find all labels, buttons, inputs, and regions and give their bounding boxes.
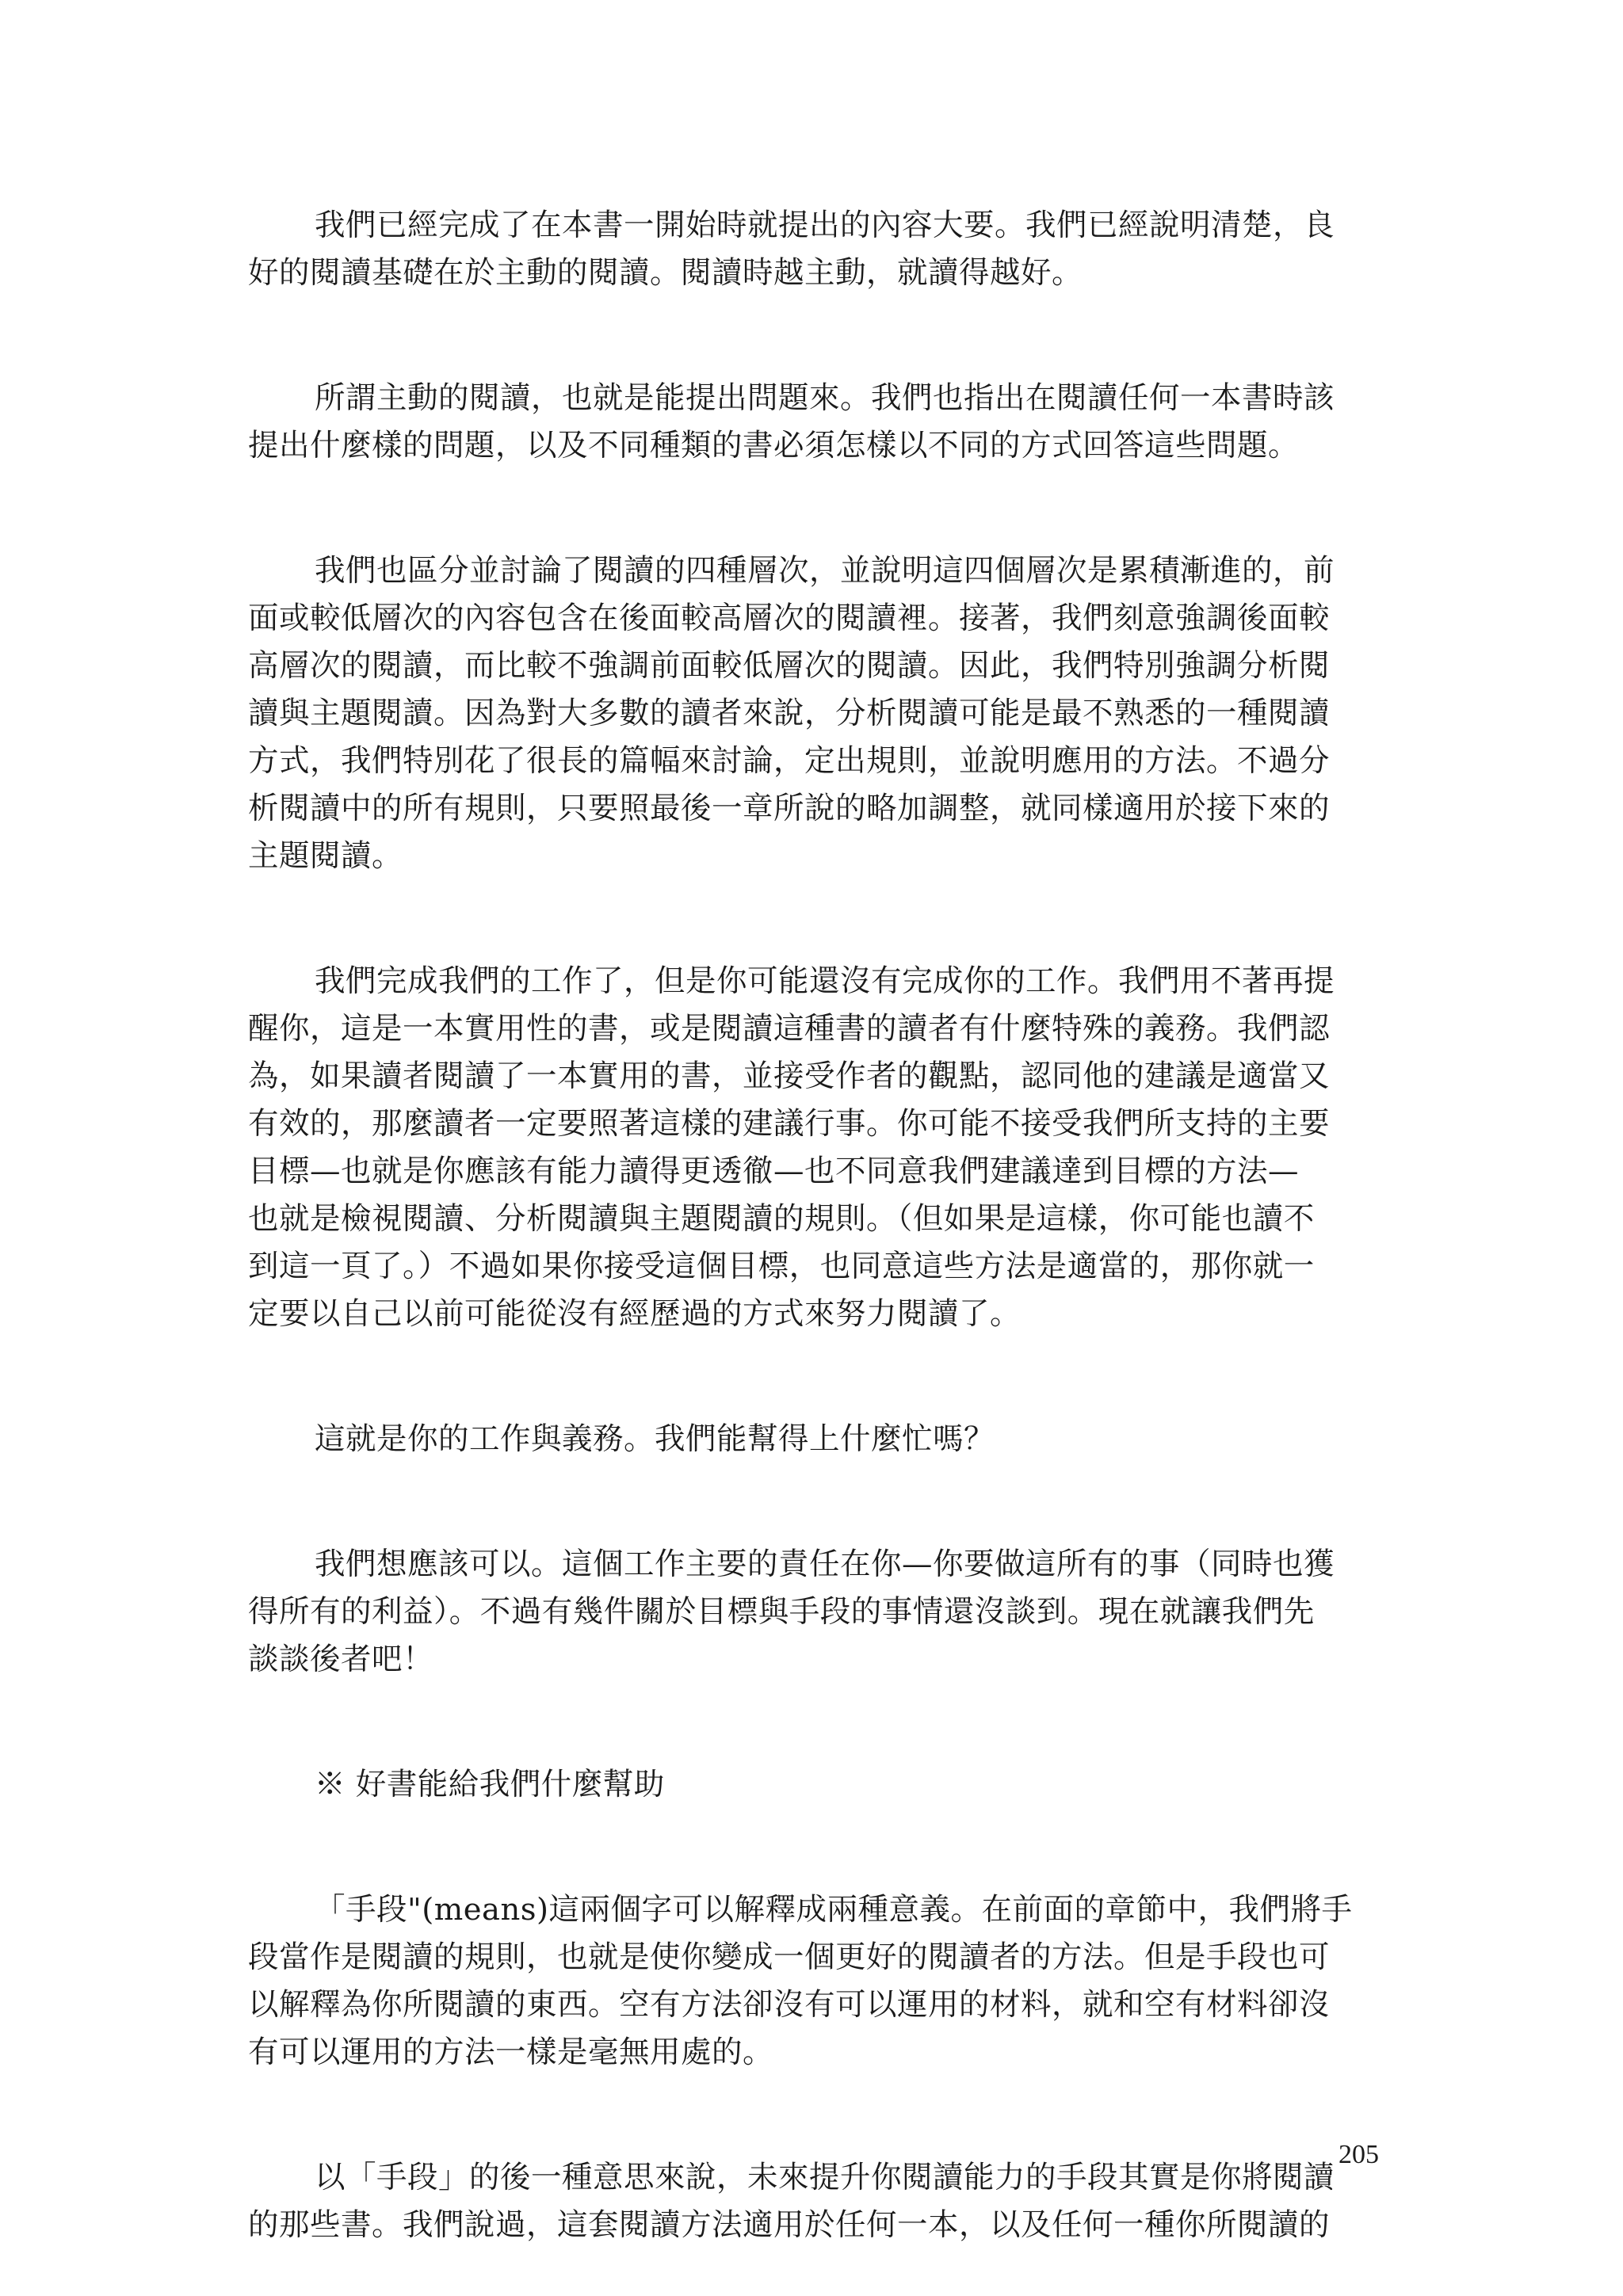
paragraph [248, 1416, 1379, 1463]
paragraph [248, 1541, 1379, 1684]
paragraph-line: 有效的，那麼讀者一定要照著這樣的建議行事。你可能不接受我們所支持的主要 [248, 1106, 1331, 1142]
paragraph-line: 目標—也就是你應該有能力讀得更透徹—也不同意我們建議達到目標的方法— [248, 1154, 1300, 1189]
paragraph-line: 提出什麼樣的問題，以及不同種類的書必須怎樣以不同的方式回答這些問題。 [248, 428, 1300, 463]
paragraph-line: 「手段"(means)這兩個字可以解釋成兩種意義。在前面的章節中，我們將手 [315, 1892, 1353, 1928]
paragraph [248, 202, 1379, 297]
paragraph-line: 的那些書。我們說過，這套閱讀方法適用於任何一本，以及任何一種你所閱讀的 [248, 2207, 1331, 2243]
paragraph-line: 讀與主題閱讀。因為對大多數的讀者來說，分析閱讀可能是最不熟悉的一種閱讀 [248, 696, 1331, 731]
paragraph-line: 好的閱讀基礎在於主動的閱讀。閱讀時越主動，就讀得越好。 [248, 255, 1083, 291]
paragraph-line: 到這一頁了。）不過如果你接受這個目標，也同意這些方法是適當的，那你就一 [248, 1249, 1315, 1284]
page-body [248, 202, 1379, 2296]
paragraph [248, 1886, 1379, 2077]
paragraph [248, 958, 1379, 1338]
paragraph-line: 我們想應該可以。這個工作主要的責任在你—你要做這所有的事（同時也獲 [315, 1547, 1335, 1582]
paragraph-line: 高層次的閱讀，而比較不強調前面較低層次的閱讀。因此，我們特別強調分析閱 [248, 648, 1331, 684]
paragraph-line: 我們也區分並討論了閱讀的四種層次，並說明這四個層次是累積漸進的，前 [315, 553, 1335, 589]
paragraph-line: 這就是你的工作與義務。我們能幫得上什麼忙嗎？ [315, 1421, 995, 1457]
paragraph-line: 所謂主動的閱讀，也就是能提出問題來。我們也指出在閱讀任何一本書時該 [315, 380, 1335, 416]
paragraph-line: 以解釋為你所閱讀的東西。空有方法卻沒有可以運用的材料，就和空有材料卻沒 [248, 1987, 1331, 2023]
paragraph-line: 主題閱讀。 [248, 838, 403, 874]
paragraph-line: 為，如果讀者閱讀了一本實用的書，並接受作者的觀點，認同他的建議是適當又 [248, 1058, 1331, 1094]
paragraph-line: 以「手段」的後一種意思來說，未來提升你閱讀能力的手段其實是你將閱讀 [315, 2160, 1335, 2195]
heading-text: ※ 好書能給我們什麼幫助 [315, 1767, 665, 1802]
paragraph-line: 談談後者吧！ [248, 1642, 434, 1677]
paragraph [248, 547, 1379, 880]
paragraph-line: 得所有的利益）。不過有幾件關於目標與手段的事情還沒談到。現在就讓我們先 [248, 1594, 1315, 1630]
paragraph-line: 也就是檢視閱讀、分析閱讀與主題閱讀的規則。（但如果是這樣，你可能也讀不 [248, 1201, 1315, 1237]
paragraph-line: 我們完成我們的工作了，但是你可能還沒有完成你的工作。我們用不著再提 [315, 963, 1335, 999]
paragraph-line: 定要以自己以前可能從沒有經歷過的方式來努力閱讀了。 [248, 1296, 1022, 1332]
paragraph [248, 375, 1379, 470]
paragraph-line: 面或較低層次的內容包含在後面較高層次的閱讀裡。接著，我們刻意強調後面較 [248, 601, 1331, 636]
paragraph [248, 2154, 1379, 2249]
paragraph-line: 醒你，這是一本實用性的書，或是閱讀這種書的讀者有什麼特殊的義務。我們認 [248, 1011, 1331, 1047]
paragraph-line: 段當作是閱讀的規則，也就是使你變成一個更好的閱讀者的方法。但是手段也可 [248, 1939, 1331, 1975]
paragraph-line: 有可以運用的方法一樣是毫無用處的。 [248, 2035, 774, 2070]
section-heading [248, 1761, 1379, 1809]
page-number: 205 [1338, 2140, 1379, 2169]
paragraph-line: 我們已經完成了在本書一開始時就提出的內容大要。我們已經說明清楚，良 [315, 208, 1335, 243]
paragraph-line: 析閱讀中的所有規則，只要照最後一章所說的略加調整，就同樣適用於接下來的 [248, 791, 1331, 826]
paragraph-line: 方式，我們特別花了很長的篇幅來討論，定出規則，並說明應用的方法。不過分 [248, 743, 1331, 779]
